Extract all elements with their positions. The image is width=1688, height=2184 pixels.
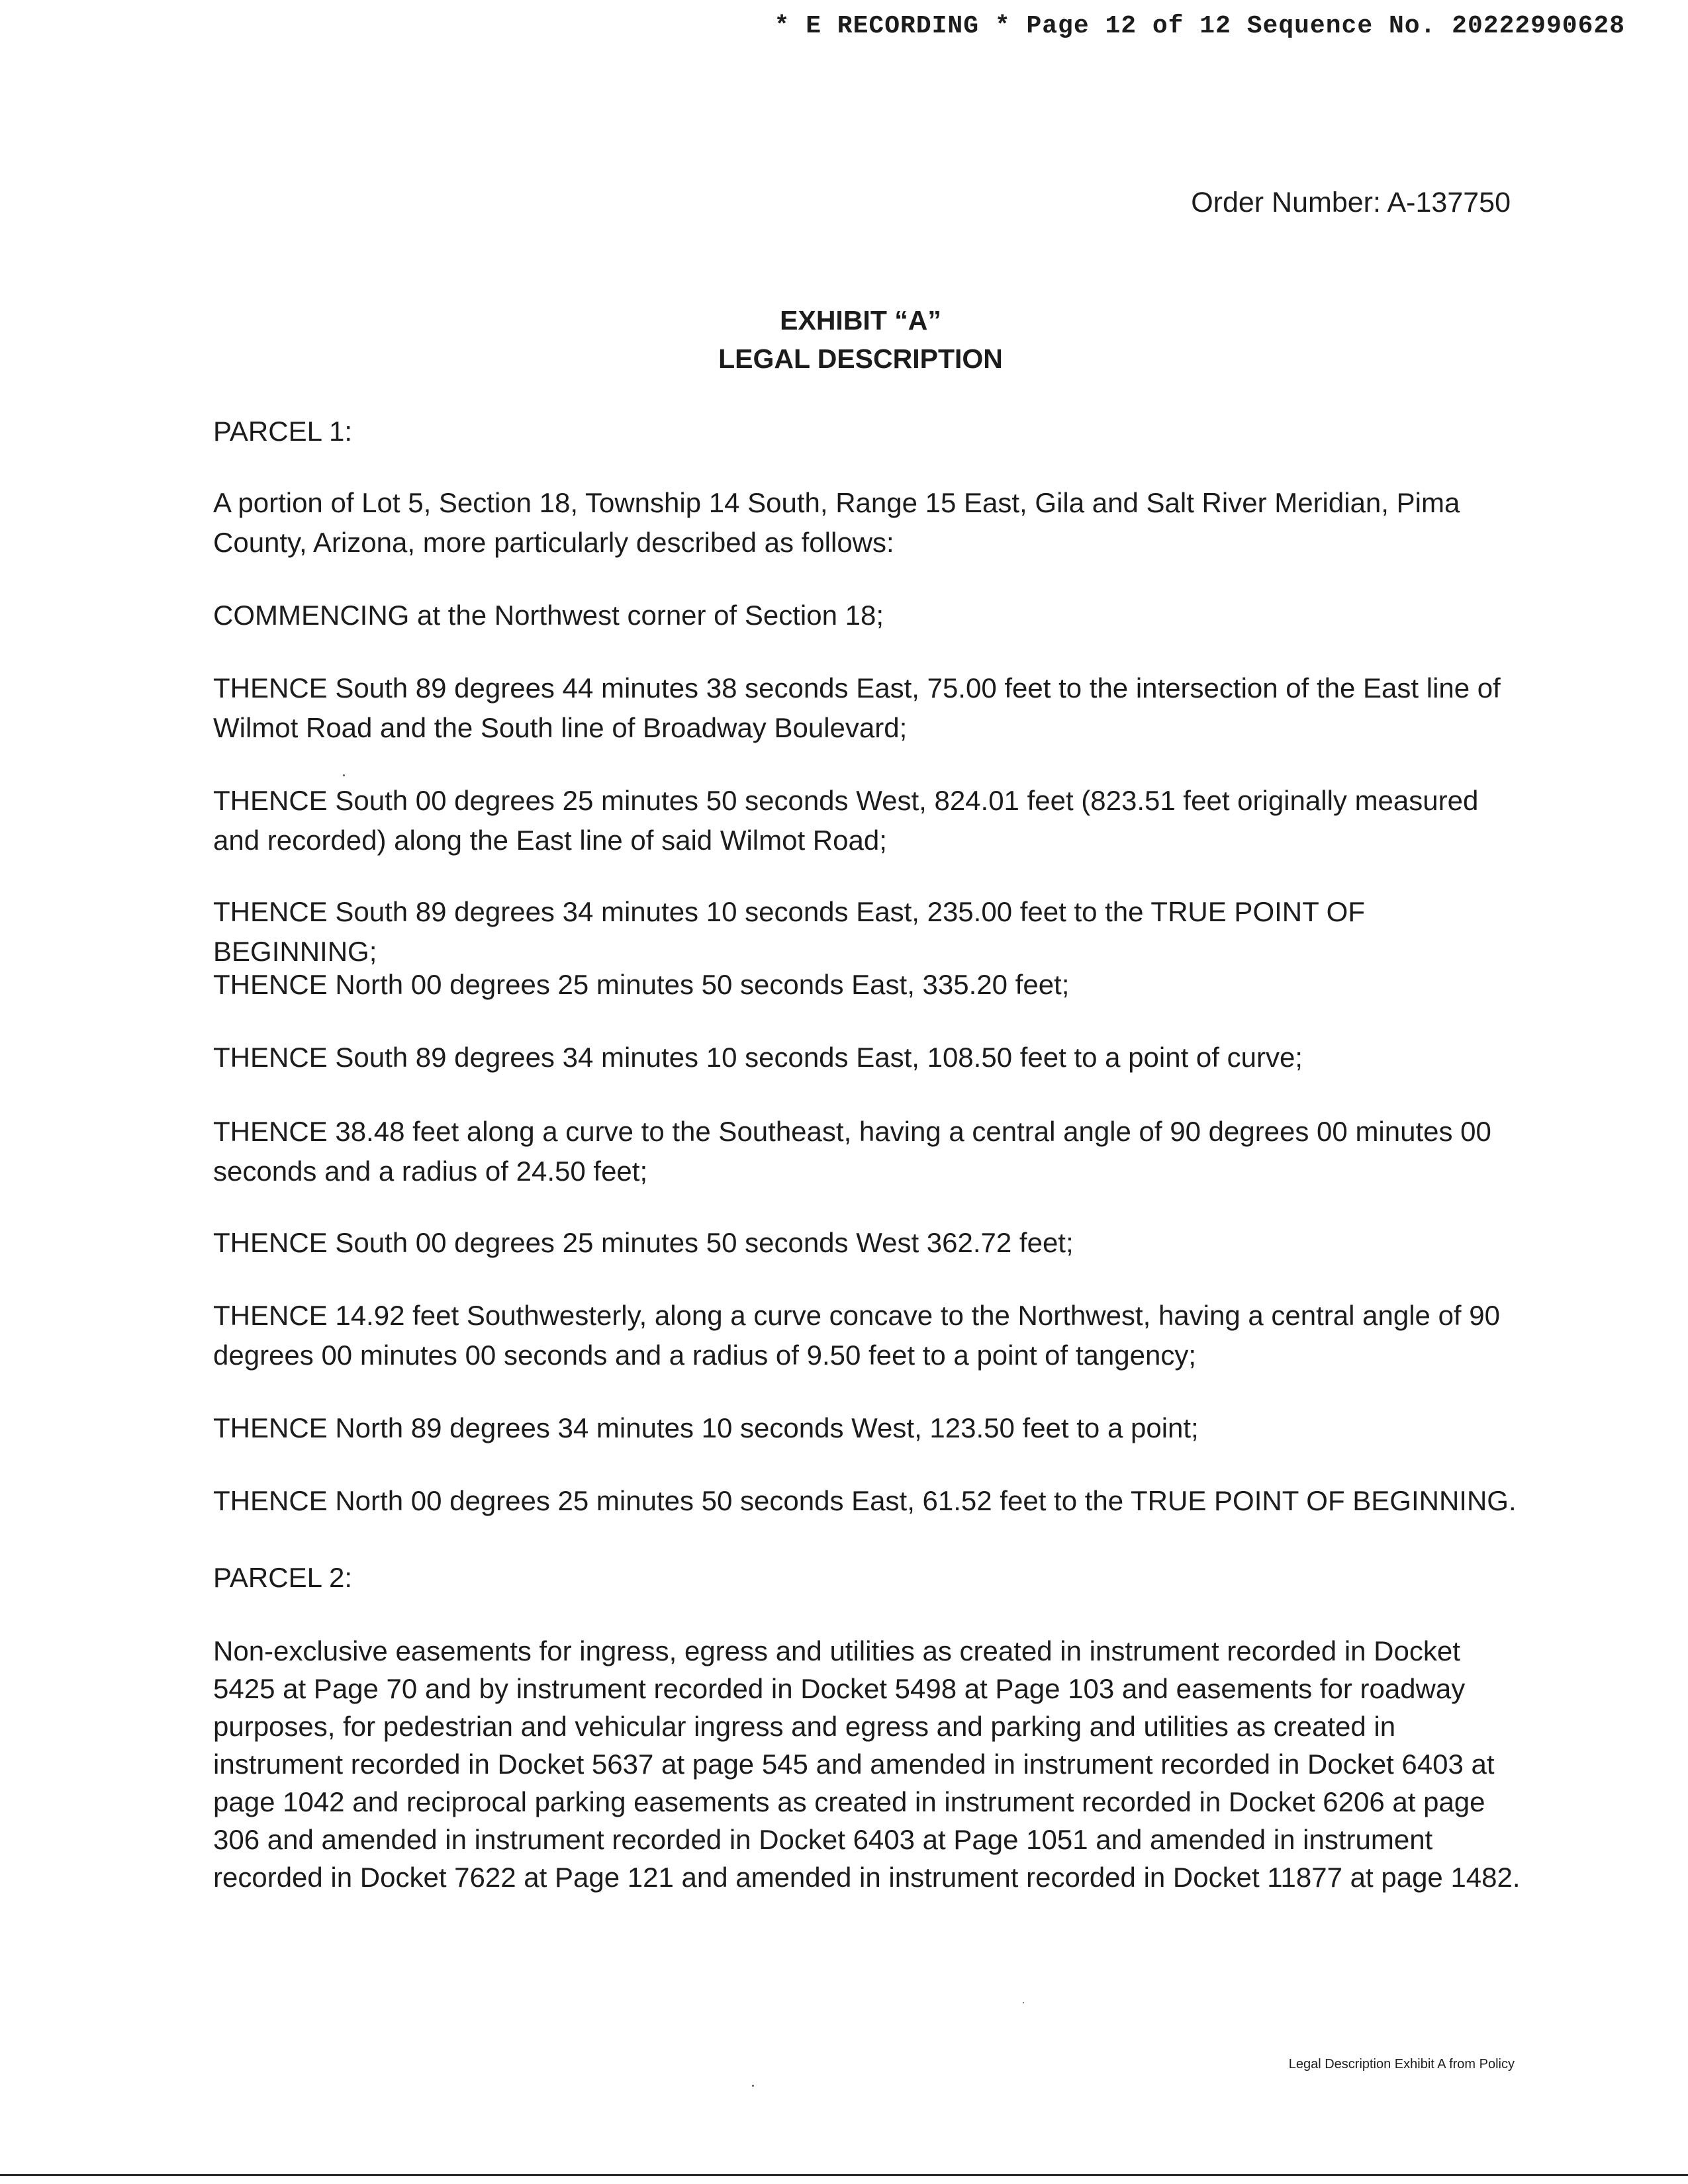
parcel-1-call-9: THENCE North 89 degrees 34 minutes 10 seconds West, 123.50 feet to a point; bbox=[213, 1412, 1199, 1443]
parcel-1-call-4: THENCE North 00 degrees 25 minutes 50 seconds East, 335.20 feet; bbox=[213, 969, 1070, 1000]
parcel-1-call-commencing: COMMENCING at the Northwest corner of Section 18; bbox=[213, 600, 884, 631]
parcel-1-call-1: THENCE South 89 degrees 44 minutes 38 seconds East, 75.00 feet to the intersection of the East line of Wilmot Road and the South line of Broadway Boulevard; bbox=[213, 672, 1501, 743]
parcel-1-call-3: THENCE South 89 degrees 34 minutes 10 seconds East, 235.00 feet to the TRUE POINT OF BEGINNING; bbox=[213, 896, 1366, 967]
parcel-1-call-8: THENCE 14.92 feet Southwesterly, along a curve concave to the Northwest, having a central angle of 90 degrees 00 minutes 00 seconds and a radius of 9.50 feet to a point of tangency; bbox=[213, 1300, 1500, 1371]
scan-speck bbox=[1023, 2002, 1024, 2003]
scan-speck bbox=[343, 774, 345, 776]
order-number: Order Number: A-137750 bbox=[1191, 187, 1511, 218]
parcel-1-call-5: THENCE South 89 degrees 34 minutes 10 seconds East, 108.50 feet to a point of curve; bbox=[213, 1042, 1303, 1073]
parcel-1-call-6: THENCE 38.48 feet along a curve to the Southeast, having a central angle of 90 degrees 00 minutes 00 seconds and a radius of 24.50 feet; bbox=[213, 1116, 1491, 1187]
parcel-1-label: PARCEL 1: bbox=[213, 416, 353, 447]
parcel-1-call-2: THENCE South 00 degrees 25 minutes 50 seconds West, 824.01 feet (823.51 feet originally measured and recorded) along the East line of said Wilmot Road; bbox=[213, 785, 1479, 856]
exhibit-title: EXHIBIT “A” bbox=[780, 305, 941, 336]
parcel-2-text: Non-exclusive easements for ingress, egress and utilities as created in instrument recorded in Docket 5425 at Page 70 and by instrument recorded in Docket 5498 at Page 103 and easements for roadway purposes, for pedestrian and vehicular ingress and egress and parking and utilities as created in instrument recorded in Docket 5637 at page 545 and amended in instrument recorded in Docket 6403 at page 1042 and reciprocal parking easements as created in instrument recorded in Docket 6206 at page 306 and amended in instrument recorded in Docket 6403 at Page 1051 and amended in instrument recorded in Docket 7622 at Page 121 and amended in instrument recorded in Docket 11877 at page 1482. bbox=[213, 1635, 1521, 1893]
document-heading bbox=[0, 301, 1688, 378]
parcel-1-call-7: THENCE South 00 degrees 25 minutes 50 seconds West 362.72 feet; bbox=[213, 1227, 1074, 1258]
parcel-2-label: PARCEL 2: bbox=[213, 1562, 353, 1593]
parcel-1-call-10: THENCE North 00 degrees 25 minutes 50 seconds East, 61.52 feet to the TRUE POINT OF BEGINNING. bbox=[213, 1485, 1517, 1516]
scan-speck bbox=[752, 2085, 754, 2087]
bottom-rule bbox=[0, 2174, 1688, 2176]
legal-description-title: LEGAL DESCRIPTION bbox=[718, 343, 1003, 374]
parcel-1-intro: A portion of Lot 5, Section 18, Township 14 South, Range 15 East, Gila and Salt River Meridian, Pima County, Arizona, more particularly described as follows: bbox=[213, 487, 1460, 558]
recording-stamp: * E RECORDING * Page 12 of 12 Sequence No. 20222990628 bbox=[774, 12, 1625, 40]
footer-note: Legal Description Exhibit A from Policy bbox=[1288, 2057, 1515, 2071]
